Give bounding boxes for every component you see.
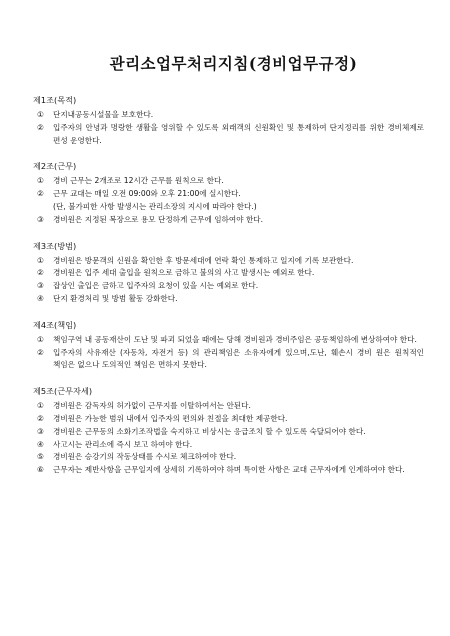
item-marker: ⑤	[37, 452, 44, 462]
item-text: 단지 환경처리 및 방범 활동 강화한다.	[53, 293, 178, 303]
item-marker-empty	[33, 201, 53, 214]
article-3	[33, 240, 424, 306]
article-item	[33, 188, 424, 201]
item-text: 단지내공동시설물을 보호한다.	[53, 110, 154, 119]
item-marker: ②	[37, 122, 44, 132]
item-marker: ①	[37, 110, 44, 119]
article-1	[33, 94, 424, 147]
item-text: 경비 근무는 2개조로 12시간 근무를 원칙으로 한다.	[53, 176, 224, 186]
item-marker: ②	[37, 347, 44, 357]
item-text: 경비원은 근무동의 소화기조작법을 숙지하고 비상시는 응급조치 할 수 있도록 숙달되어야 한다.	[53, 426, 366, 436]
item-marker: ⑥	[37, 465, 44, 475]
item-text: 경비원은 감독자의 허가없이 근무지를 이탈하여서는 안된다.	[53, 401, 251, 411]
article-item	[33, 214, 424, 227]
item-text: 잡상인 출입은 금하고 입주자의 요청이 있을 시는 예외로 한다.	[53, 281, 259, 291]
article-heading: 제5조(근무자세)	[33, 386, 93, 397]
article-item	[33, 347, 424, 373]
item-text: (단, 불가피한 사항 발생시는 관리소장의 지시에 따라야 한다.)	[53, 201, 257, 211]
article-item	[33, 109, 424, 122]
article-item	[33, 451, 424, 464]
article-item	[33, 400, 424, 413]
item-marker: ①	[37, 255, 44, 265]
article-item	[33, 255, 424, 268]
item-marker: ④	[37, 439, 44, 449]
item-marker: ②	[37, 268, 44, 278]
item-marker: ③	[37, 281, 44, 291]
item-text: 책임구역 내 공동재산이 도난 및 파괴 되었을 때에는 당해 경비원과 경비주임은 공동책임하에 변상하여야 한다.	[53, 334, 417, 344]
article-item	[33, 293, 424, 306]
article-5	[33, 385, 424, 477]
article-item	[33, 464, 424, 477]
article-item	[33, 122, 424, 148]
article-item	[33, 280, 424, 293]
item-marker: ①	[37, 401, 44, 411]
item-text: 근무자는 제반사항을 근무일지에 상세히 기록하여야 하며 특이한 사항은 교대 근무자에게 인계하여야 한다.	[53, 465, 405, 475]
article-item	[33, 334, 424, 347]
article-item	[33, 413, 424, 426]
article-item-note	[33, 201, 424, 214]
item-marker: ②	[37, 413, 44, 423]
item-text: 경비원은 가능한 범위 내에서 입주자의 편의와 친절을 최대한 제공한다.	[53, 413, 288, 423]
item-text: 입주자의 안녕과 명랑한 생활을 영위할 수 있도록 외래객의 신원확인 및 통제하여 단지정리를 위한 경비체제로 편성 운영한다.	[53, 122, 424, 145]
article-item	[33, 267, 424, 280]
item-text: 근무 교대는 매일 오전 09:00와 오후 21:00에 실시한다.	[53, 189, 241, 199]
article-item	[33, 426, 424, 439]
article-heading: 제1조(목적)	[33, 95, 77, 105]
article-heading: 제4조(책임)	[33, 319, 77, 330]
article-item	[33, 439, 424, 452]
item-marker: ①	[37, 176, 44, 186]
item-marker: ③	[37, 214, 44, 224]
article-2	[33, 160, 424, 226]
article-item	[33, 175, 424, 188]
article-heading: 제3조(방범)	[33, 240, 77, 251]
item-text: 경비원은 입주 세대 출입을 원칙으로 금하고 불의의 사고 발생시는 예외로 한다.	[53, 268, 315, 278]
item-text: 사고시는 관리소에 즉시 보고 하여야 한다.	[53, 439, 193, 449]
document-title: 관리소업무처리지침(경비업무규정)	[109, 54, 358, 73]
item-marker: ④	[37, 293, 44, 303]
article-4	[33, 319, 424, 372]
article-heading: 제2조(근무)	[33, 161, 77, 172]
item-text: 경비원은 승강기의 작동상태를 수시로 체크하여야 한다.	[53, 452, 237, 462]
item-marker: ①	[37, 334, 44, 344]
item-text: 입주자의 사유재산 (자동차, 자전거 등) 의 관리책임은 소유자에게 있으며,도난, 훼손시 경비 원은 원칙적인 책임은 없으나 도의적인 책임은 면하지 못한다.	[53, 347, 424, 370]
item-text: 경비원은 지정된 복장으로 용모 단정하게 근무에 임하여야 한다.	[53, 214, 264, 224]
item-marker: ②	[37, 189, 44, 199]
item-marker: ③	[37, 426, 44, 436]
item-text: 경비원은 방문객의 신원을 확인한 후 방문세대에 연락 확인 통제하고 일지에 기록 보관한다.	[53, 255, 354, 265]
